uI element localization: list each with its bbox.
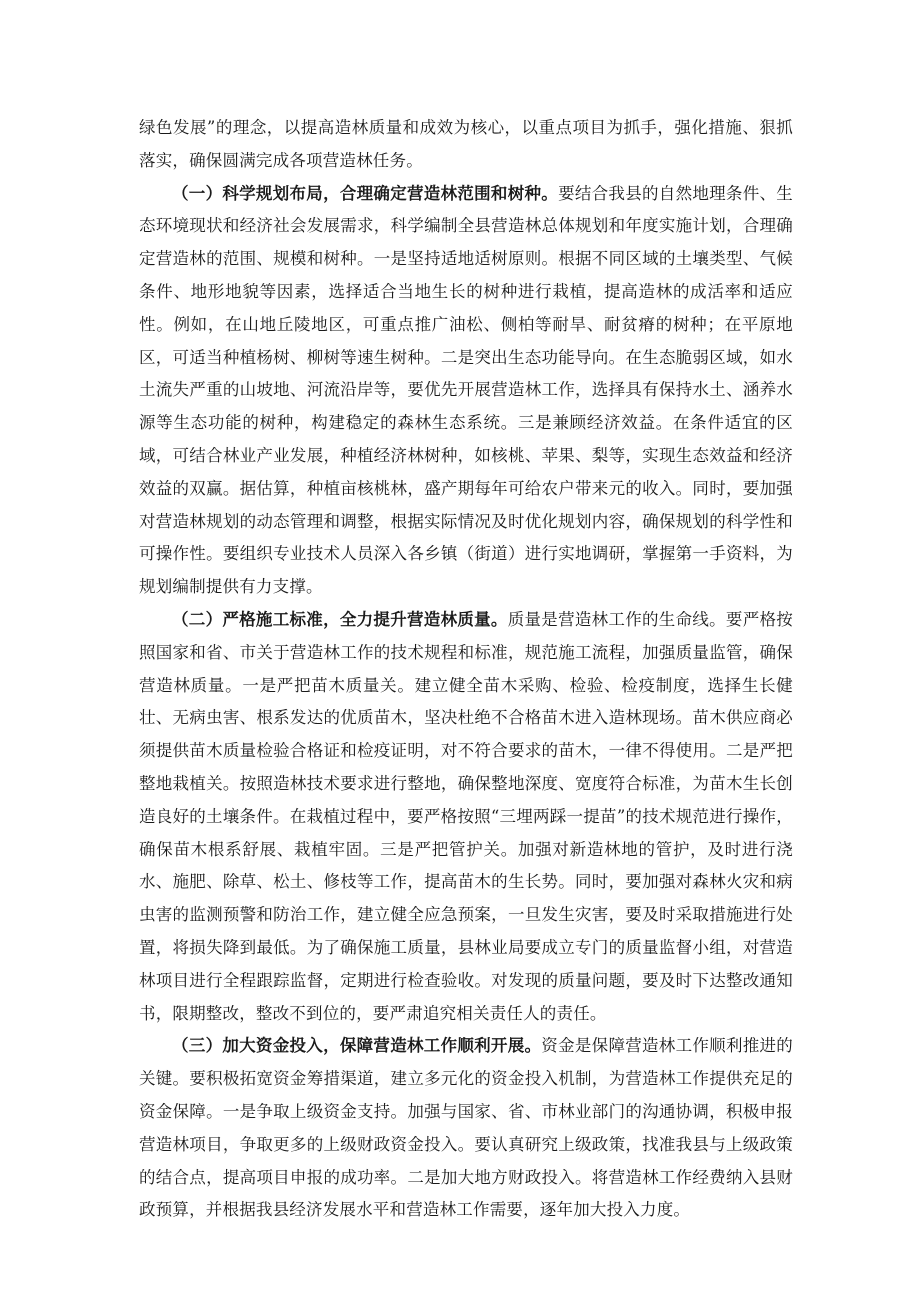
section-heading: （二）严格施工标准，全力提升营造林质量。 [172,609,508,629]
paragraph-section-3 [139,1030,793,1227]
section-heading: （三）加大资金投入，保障营造林工作顺利开展。 [172,1036,542,1056]
paragraph-text: 资金是保障营造林工作顺利推进的关键。要积极拓宽资金筹措渠道，建立多元化的资金投入机制，为营造林工作提供充足的资金保障。一是争取上级资金支持。加强与国家、省、市林业部门的沟通协调，积极申报营造林项目，争取更多的上级财政资金投入。要认真研究上级政策，找准我县与上级政策的结合点，提高项目申报的成功率。二是加大地方财政投入。将营造林工作经费纳入县财政预算，并根据我县经济发展水平和营造林工作需要，逐年加大投入力度。 [139,1036,793,1220]
paragraph-section-1 [139,178,793,604]
paragraph-section-2 [139,604,793,1030]
paragraph-text: 要结合我县的自然地理条件、生态环境现状和经济社会发展需求，科学编制全县营造林总体规划和年度实施计划，合理确定营造林的范围、规模和树种。一是坚持适地适树原则。根据不同区域的土壤类型、气候条件、地形地貌等因素，选择适合当地生长的树种进行栽植，提高造林的成活率和适应性。例如，在山地丘陵地区，可重点推广油松、侧柏等耐旱、耐贫瘠的树种；在平原地区，可适当种植杨树、柳树等速生树种。二是突出生态功能导向。在生态脆弱区域，如水土流失严重的山坡地、河流沿岸等，要优先开展营造林工作，选择具有保持水土、涵养水源等生态功能的树种，构建稳定的森林生态系统。三是兼顾经济效益。在条件适宜的区域，可结合林业产业发展，种植经济林树种，如核桃、苹果、梨等，实现生态效益和经济效益的双赢。据估算，种植亩核桃林，盛产期每年可给农户带来元的收入。同时，要加强对营造林规划的动态管理和调整，根据实际情况及时优化规划内容，确保规划的科学性和可操作性。要组织专业技术人员深入各乡镇（街道）进行实地调研，掌握第一手资料，为规划编制提供有力支撑。 [139,183,793,597]
paragraph-text: 质量是营造林工作的生命线。要严格按照国家和省、市关于营造林工作的技术规程和标准，规范施工流程，加强质量监管，确保营造林质量。一是严把苗木质量关。建立健全苗木采购、检验、检疫制度，选择生长健壮、无病虫害、根系发达的优质苗木，坚决杜绝不合格苗木进入造林现场。苗木供应商必须提供苗木质量检验合格证和检疫证明，对不符合要求的苗木，一律不得使用。二是严把整地栽植关。按照造林技术要求进行整地，确保整地深度、宽度符合标准，为苗木生长创造良好的土壤条件。在栽植过程中，要严格按照“三埋两踩一提苗”的技术规范进行操作，确保苗木根系舒展、栽植牢固。三是严把管护关。加强对新造林地的管护，及时进行浇水、施肥、除草、松土、修枝等工作，提高苗木的生长势。同时，要加强对森林火灾和病虫害的监测预警和防治工作，建立健全应急预案，一旦发生灾害，要及时采取措施进行处置，将损失降到最低。为了确保施工质量，县林业局要成立专门的质量监督小组，对营造林项目进行全程跟踪监督，定期进行检查验收。对发现的质量问题，要及时下达整改通知书，限期整改，整改不到位的，要严肃追究相关责任人的责任。 [139,609,793,1023]
paragraph-text: 绿色发展”的理念，以提高造林质量和成效为核心，以重点项目为抓手，强化措施、狠抓落实，确保圆满完成各项营造林任务。 [139,118,793,170]
paragraph-intro [139,112,793,178]
document-page [139,112,793,1227]
section-heading: （一）科学规划布局，合理确定营造林范围和树种。 [172,183,559,203]
